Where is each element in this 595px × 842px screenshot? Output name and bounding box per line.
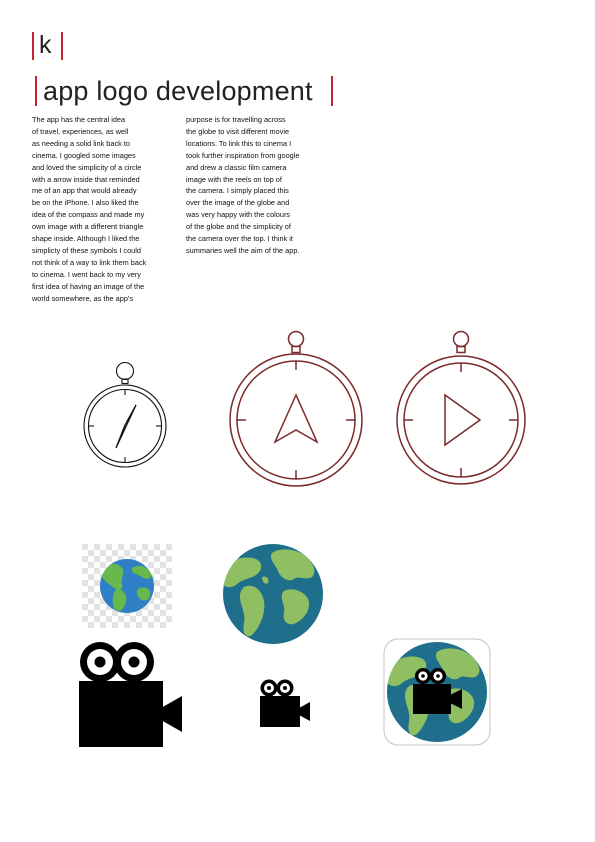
large-globe-icon [222,543,324,645]
body-text-line: be on the iPhone. I also liked the [32,198,139,208]
body-text-line: idea of the compass and made my [32,210,145,220]
body-text-line: took further inspiration from google [186,150,300,160]
compass-arrow-icon [226,328,366,490]
body-text-line: world somewhere, as the app's [32,293,134,303]
body-text-line: the camera over the top. I think it [186,234,293,244]
accent-bar [61,32,63,60]
body-text-line: to cinema. I went back to my very [32,269,141,279]
body-text-line: and drew a classic film camera [186,162,287,172]
app-icon-globe-camera [383,638,491,746]
accent-bar [331,76,333,106]
body-text-line: of travel, experiences, as well [32,126,129,136]
body-text-line: was very happy with the colours [186,210,291,220]
body-text-line: first idea of having an image of the [32,281,145,291]
body-text-line: locations. To link this to cinema I [186,138,292,148]
large-film-camera-icon [76,640,186,750]
body-column-1 [32,114,180,305]
body-text-line: summaries well the aim of the app. [186,245,300,255]
body-text-line: me of an app that would already [32,186,137,196]
accent-bar [32,32,34,60]
body-text-line: shape inside. Although I liked the [32,234,140,244]
compass-play-icon [393,328,529,490]
body-text-line: not think of a way to link them back [32,257,147,267]
body-text-line: simplicty of these symbols I could [32,245,141,255]
body-text-line: as needing a solid link back to [32,138,130,148]
body-text-line: with a arrow inside that reminded [32,174,140,184]
body-column-2 [186,114,334,257]
body-text-line: over the image of the globe and [186,198,290,208]
small-globe-icon [82,544,172,628]
body-text-line: the globe to visit different movie [186,126,290,136]
body-text-line: The app has the central idea [32,115,126,124]
body-text-line: cinema. I googled some images [32,150,136,160]
body-text-line: image with the reels on top of [186,174,282,184]
compass-sketch-icon [80,358,170,468]
small-film-camera-icon [258,678,312,728]
section-letter: k [39,31,52,59]
accent-bar [35,76,37,106]
body-text-line: of the globe and the simplicity of [186,222,291,232]
body-text-line: own image with a different triangle [32,222,144,232]
body-text-line: the camera. I simply placed this [186,186,289,196]
body-text-line: purpose is for travelling across [186,115,286,124]
page-title: app logo development [43,76,313,106]
body-text-line: and loved the simplicity of a circle [32,162,142,172]
